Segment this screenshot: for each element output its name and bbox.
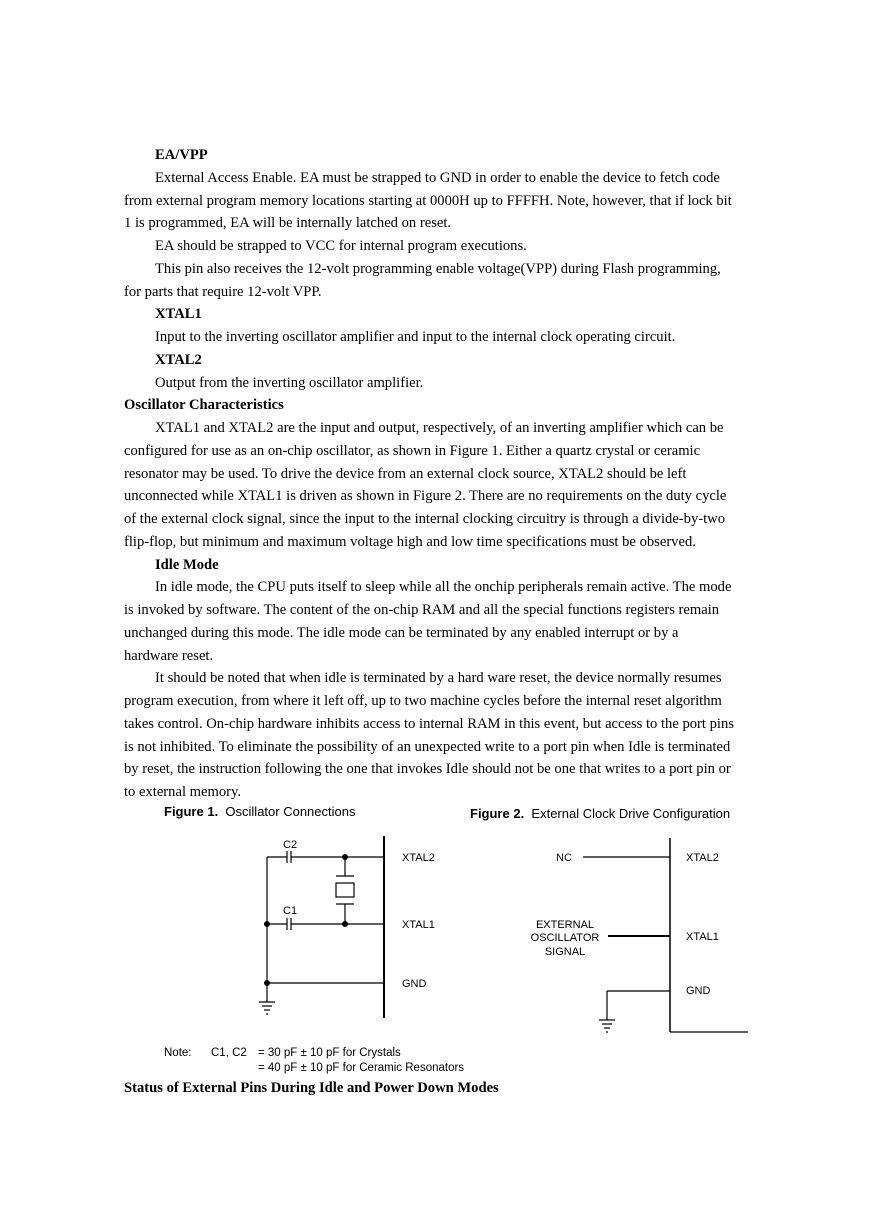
paragraph-line: EA should be strapped to VCC for internal program executions. (155, 238, 527, 254)
xtal1-heading: XTAL1 (155, 306, 202, 322)
paragraph-line: for parts that require 12-volt VPP. (124, 284, 322, 300)
paragraph-line: by reset, the instruction following the one that invokes Idle should not be one that writes to a port pin or (124, 761, 731, 777)
paragraph-line: is invoked by software. The content of the on-chip RAM and all the special functions registers remain (124, 602, 720, 618)
xtal2-pin-label: XTAL2 (686, 852, 719, 864)
gnd-pin-label: GND (686, 985, 711, 997)
paragraph-line: It should be noted that when idle is terminated by a hard ware reset, the device normally resumes (155, 670, 722, 686)
paragraph-line: External Access Enable. EA must be strapped to GND in order to enable the device to fetch code (155, 170, 720, 186)
xtal2-heading: XTAL2 (155, 352, 202, 368)
paragraph-line: is not inhibited. To eliminate the possibility of an unexpected write to a port pin when Idle is terminated (124, 739, 731, 755)
paragraph-line: 1 is programmed, EA will be internally latched on reset. (124, 215, 452, 231)
figure2-title: External Clock Drive Configuration (531, 806, 731, 821)
signal-label: SIGNAL (544, 946, 586, 958)
oscillator-label: OSCILLATOR (530, 932, 600, 944)
external-label: EXTERNAL (535, 919, 595, 931)
paragraph-line: from external program memory locations starting at 0000H up to FFFFH. Note, however, that if lock bit (124, 193, 732, 209)
xtal1-pin-label: XTAL1 (686, 931, 719, 943)
note-parts: C1, C2 (211, 1047, 247, 1059)
paragraph-line: unconnected while XTAL1 is driven as shown in Figure 2. There are no requirements on the duty cycle (124, 488, 727, 504)
paragraph-line: unchanged during this mode. The idle mode can be terminated by any enabled interrupt or by a (124, 625, 679, 641)
c2-label: C2 (283, 839, 298, 851)
idle-mode-heading: Idle Mode (155, 557, 219, 573)
paragraph-line: This pin also receives the 12-volt programming enable voltage(VPP) during Flash programming, (155, 261, 721, 277)
paragraph-line: resonator may be used. To drive the device from an external clock source, XTAL2 should be left (124, 466, 687, 482)
paragraph-line: hardware reset. (124, 648, 214, 664)
xtal1-pin-label: XTAL1 (402, 919, 435, 931)
c1-label: C1 (283, 905, 298, 917)
figure1-label: Figure 1. (164, 804, 219, 819)
nc-label: NC (556, 852, 572, 864)
figure1-title: Oscillator Connections (225, 804, 356, 819)
note-label: Note: (164, 1047, 192, 1059)
note-resonators: = 40 pF ± 10 pF for Ceramic Resonators (258, 1062, 465, 1074)
status-heading: Status of External Pins During Idle and Power Down Modes (124, 1080, 499, 1096)
gnd-pin-label: GND (402, 978, 427, 990)
ea-vpp-heading: EA/VPP (155, 147, 208, 163)
paragraph-line: In idle mode, the CPU puts itself to sleep while all the onchip peripherals remain active. The mode (155, 579, 732, 595)
xtal2-pin-label: XTAL2 (402, 852, 435, 864)
paragraph-line: Input to the inverting oscillator amplifier and input to the internal clock operating circuit. (155, 329, 676, 345)
paragraph-line: XTAL1 and XTAL2 are the input and output, respectively, of an inverting amplifier which can be (155, 420, 724, 436)
figure2-label: Figure 2. (470, 806, 525, 821)
note-crystals: = 30 pF ± 10 pF for Crystals (258, 1047, 401, 1059)
oscillator-heading: Oscillator Characteristics (124, 397, 284, 413)
paragraph-line: configured for use as an on-chip oscillator, as shown in Figure 1. Either a quartz crystal or ceramic (124, 443, 701, 459)
paragraph-line: to external memory. (124, 784, 241, 800)
paragraph-line: takes control. On-chip hardware inhibits access to internal RAM in this event, but access to the port pins (124, 716, 734, 732)
paragraph-line: program execution, from where it left off, up to two machine cycles before the internal reset algorithm (124, 693, 722, 709)
paragraph-line: flip-flop, but minimum and maximum voltage high and low time specifications must be observed. (124, 534, 696, 550)
paragraph-line: of the external clock signal, since the input to the internal clocking circuitry is through a divide-by-two (124, 511, 726, 527)
paragraph-line: Output from the inverting oscillator amplifier. (155, 375, 424, 391)
